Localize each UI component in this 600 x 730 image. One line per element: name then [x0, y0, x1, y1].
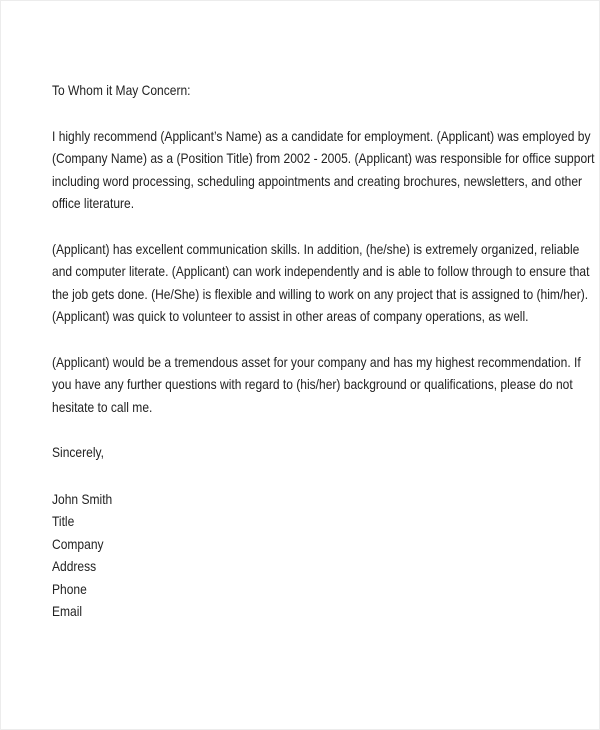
paragraph-line: (Company Name) as a (Position Title) from 2002 - 2005. (Applicant) was responsible for office support — [52, 150, 595, 166]
signature-title: Title — [52, 513, 75, 529]
signature-name: John Smith — [52, 490, 113, 507]
paragraph-line: I highly recommend (Applicant’s Name) as a candidate for employment. (Applicant) was employed by — [52, 127, 591, 144]
paragraph-line: hesitate to call me. — [52, 398, 153, 415]
signature-address: Address — [52, 558, 97, 574]
paragraph-line: (Applicant) was quick to volunteer to assist in other areas of company operations, as well. — [52, 308, 529, 324]
paragraph-2 — [52, 238, 590, 328]
closing: Sincerely, — [52, 444, 104, 460]
paragraph-1 — [52, 125, 595, 215]
salutation: To Whom it May Concern: — [52, 82, 191, 98]
paragraph-line: including word processing, scheduling appointments and creating brochures, newsletters, and other — [52, 172, 583, 189]
signature-phone: Phone — [52, 580, 87, 597]
paragraph-line: and computer literate. (Applicant) can work independently and is able to follow through to ensure that — [52, 263, 590, 279]
paragraph-3 — [52, 351, 581, 419]
signature-block — [52, 488, 499, 623]
paragraph-line: office literature. — [52, 195, 135, 211]
paragraph-line: you have any further questions with regard to (his/her) background or qualifications, please do not — [52, 376, 573, 392]
signature-email: Email — [52, 603, 83, 619]
paragraph-line: (Applicant) has excellent communication skills. In addition, (he/she) is extremely organized, reliable — [52, 240, 580, 257]
paragraph-line: (Applicant) would be a tremendous asset for your company and has my highest recommendation. If — [52, 353, 581, 370]
signature-company: Company — [52, 535, 104, 552]
paragraph-line: the job gets done. (He/She) is flexible and willing to work on any project that is assigned to (him/her). — [52, 285, 589, 302]
recommendation-letter — [52, 79, 595, 623]
